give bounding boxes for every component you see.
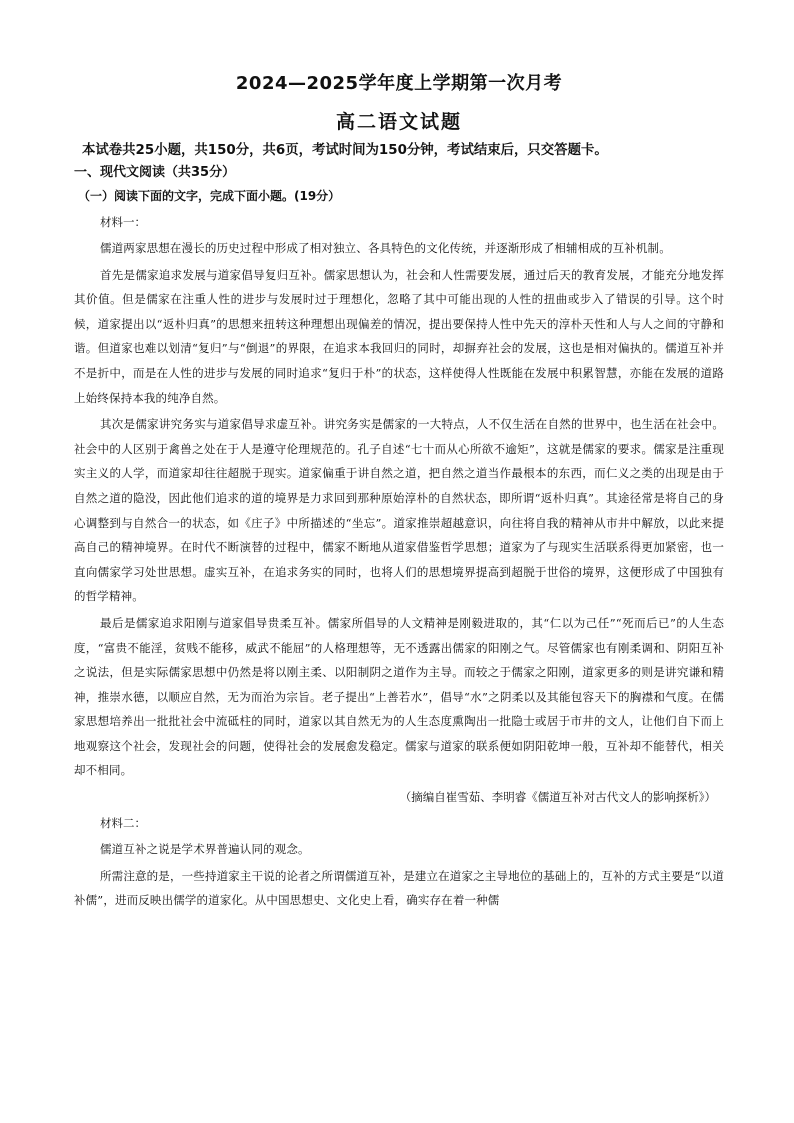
material-1-paragraph-3: 其次是儒家讲究务实与道家倡导求虚互补。讲究务实是儒家的一大特点，人不仅生活在自然的世界中，也生活在社会中。社会中的人区别于禽兽之处在于人是遵守伦理规范的。孔子自述“七十而从心所欲不逾矩”，这就是儒家的要求。儒家是注重现实主义的人学，而道家却往往超脱于现实。道家偏重于讲自然之道，把自然之道当作最根本的东西，而仁义之类的出现是由于自然之道的隐没，因此他们追求的道的境界是力求回到那种原始淳朴的自然状态，即所谓“返朴归真”。其途径常是将自己的身心调整到与自然合一的状态，如《庄子》中所描述的“坐忘”。道家推崇超越意识，向往将自我的精神从市井中解放，以此来提高自己的精神境界。在时代不断演替的过程中，儒家不断地从道家借鉴哲学思想；道家为了与现实生活联系得更加紧密，也一直向儒家学习处世思想。虚实互补，在追求务实的同时，也将人们的思想境界提高到超脱于世俗的境界，这便形成了中国独有的哲学精神。 xyxy=(74,417,724,604)
material-1-label: 材料一： xyxy=(100,215,146,229)
part-heading: （一）阅读下面的文字，完成下面小题。(19分） xyxy=(78,189,341,203)
section-heading: 一、现代文阅读（共35分） xyxy=(74,165,236,180)
exam-title: 2024—2025学年度上学期第一次月考 xyxy=(235,73,563,94)
material-1-paragraph-1: 儒道两家思想在漫长的历史过程中形成了相对独立、各具特色的文化传统，并逐渐形成了相辅相成的互补机制。 xyxy=(100,241,671,255)
material-1-source: （摘编自崔雪茹、李明睿《儒道互补对古代文人的影响探析》） xyxy=(399,790,716,805)
material-1-paragraph-4: 最后是儒家追求阳刚与道家倡导贵柔互补。儒家所倡导的人文精神是刚毅进取的，其“仁以为己任”“死而后已”的人生态度，“富贵不能淫，贫贱不能移，威武不能屈”的人格理想等，无不透露出儒家的阳刚之气。尽管儒家也有刚柔调和、阴阳互补之说法，但是实际儒家思想中仍然是将以刚主柔、以阳制阴之道作为主导。而较之于儒家之阳刚，道家更多的则是讲究谦和精神，推崇水德，以顺应自然，无为而治为宗旨。老子提出“上善若水”，倡导“水”之阴柔以及其能包容天下的胸襟和气度。在儒家思想培养出一批批社会中流砥柱的同时，道家以其自然无为的人生态度熏陶出一批隐士或居于市井的文人，让他们自下而上地观察这个社会，发现社会的问题，使得社会的发展愈发稳定。儒家与道家的联系便如阴阳乾坤一般，互补却不能替代，相关却不相同。 xyxy=(74,615,724,778)
exam-instructions: 本试卷共25小题，共150分，共6页，考试时间为150分钟，考试结束后，只交答题卡。 xyxy=(82,143,608,158)
material-2-paragraph-2: 所需注意的是，一些持道家主干说的论者之所谓儒道互补，是建立在道家之主导地位的基础上的，互补的方式主要是“以道补儒”，进而反映出儒学的道家化。从中国思想史、文化史上看，确实存在着一种儒 xyxy=(74,868,724,908)
exam-subtitle: 高二语文试题 xyxy=(335,111,462,133)
material-2-paragraph-1: 儒道互补之说是学术界普遍认同的观念。 xyxy=(100,842,310,857)
material-2-label: 材料二： xyxy=(100,816,146,831)
material-1-paragraph-2: 首先是儒家追求发展与道家倡导复归互补。儒家思想认为，社会和人性需要发展，通过后天的教育发展，才能充分地发挥其价值。但是儒家在注重人性的进步与发展时过于理想化，忽略了其中可能出现的人性的扭曲或步入了错误的引导。这个时候，道家提出以“返朴归真”的思想来扭转这种理想出现偏差的情况，提出要保持人性中先天的淳朴天性和人与人之间的守静和谐。但道家也难以划清“复归”与“倒退”的界限，在追求本我回归的同时，却摒弃社会的发展，这也是相对偏执的。儒道互补并不是折中，而是在人性的进步与发展的同时追求“复归于朴”的状态，这样使得人性既能在发展中积累智慧，亦能在发展的道路上始终保持本我的纯净自然。 xyxy=(74,267,724,405)
